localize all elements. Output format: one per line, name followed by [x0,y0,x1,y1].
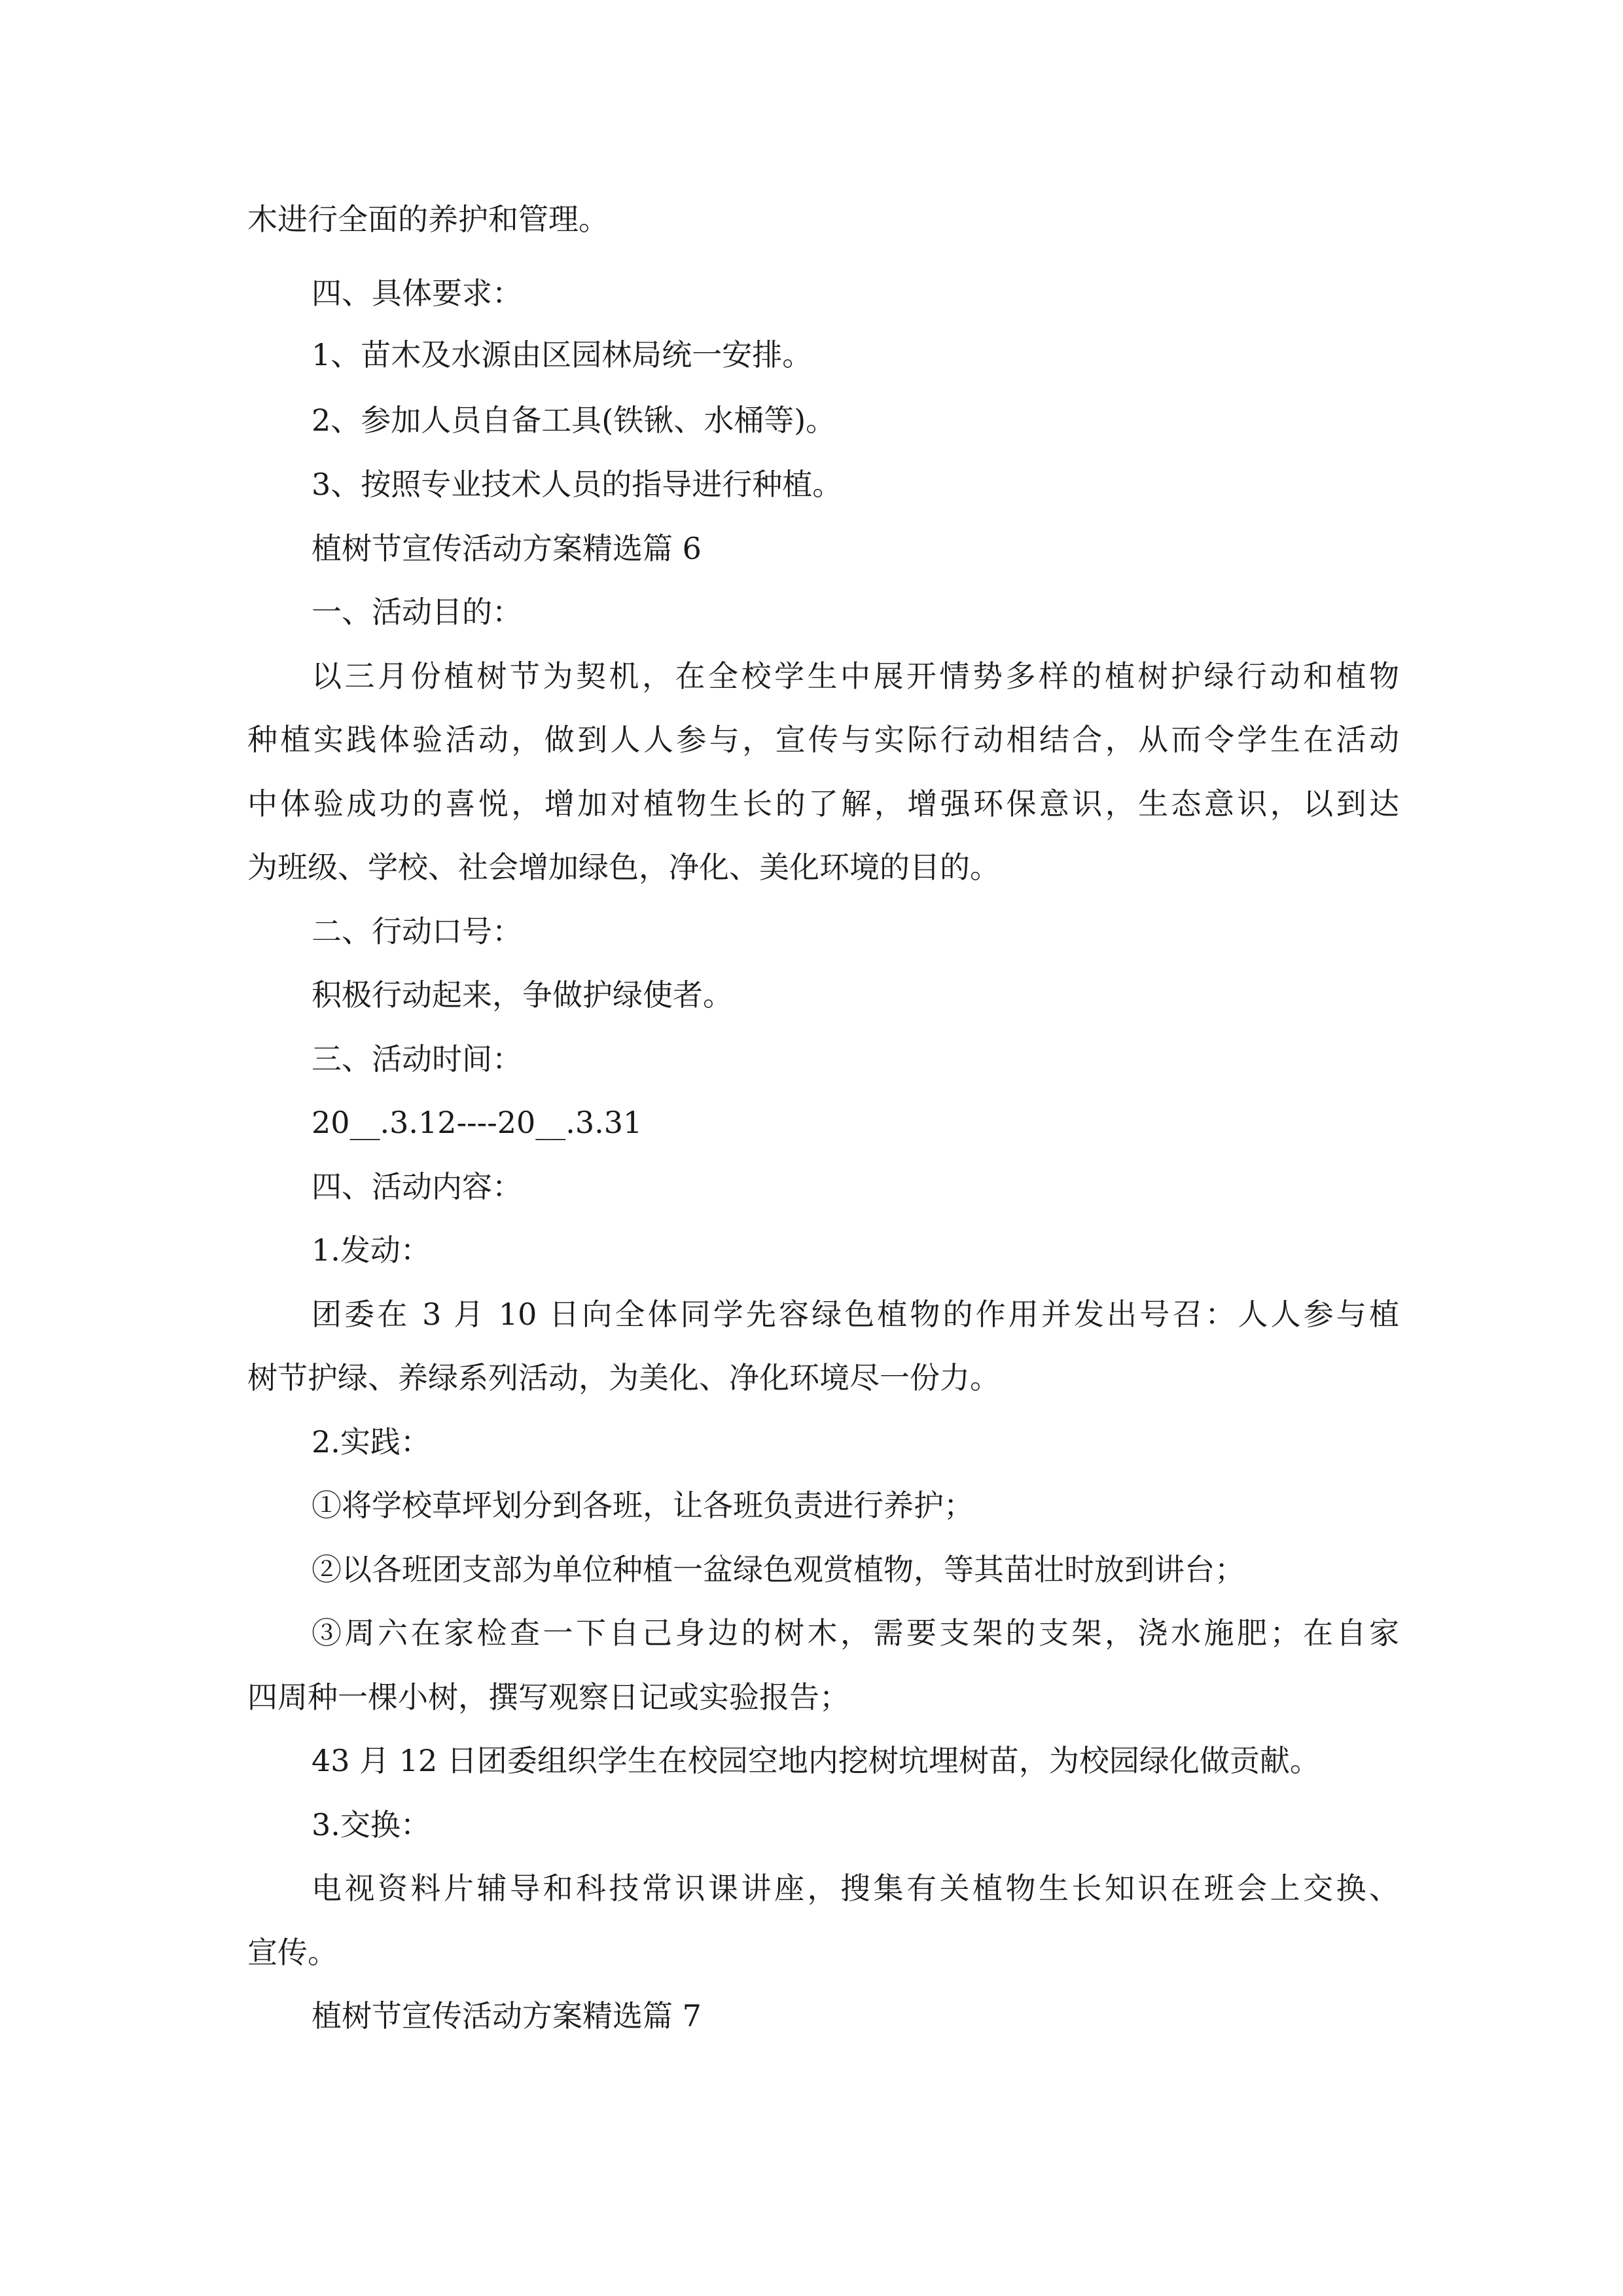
list-item: ①将学校草坪划分到各班，让各班负责进行养护； [312,1488,974,1523]
section-heading: 四、具体要求： [312,276,522,311]
text-line: 木进行全面的养护和管理。 [247,202,609,237]
paragraph-line: 电视资料片辅导和科技常识课讲座，搜集有关植物生长知识在班会上交换、 [312,1871,1399,1906]
paragraph-line: 中体验成功的喜悦，增加对植物生长的了解，增强环保意识，生态意识，以到达 [247,786,1399,821]
article-title: 植树节宣传活动方案精选篇 7 [312,1998,702,2034]
list-item: 2、参加人员自备工具(铁锹、水桶等)。 [312,403,836,438]
subsection-heading: 3.交换： [312,1807,431,1842]
paragraph-line: 四周种一棵小树，撰写观察日记或实验报告； [247,1679,849,1715]
subsection-heading: 1.发动： [312,1232,431,1268]
paragraph-line: 团委在 3 月 10 日向全体同学先容绿色植物的作用并发出号召：人人参与植 [312,1297,1399,1332]
list-item: 1、苗木及水源由区园林局统一安排。 [312,337,813,372]
paragraph-line: 以三月份植树节为契机，在全校学生中展开情势多样的植树护绿行动和植物 [312,658,1399,694]
subsection-heading: 2.实践： [312,1424,431,1460]
paragraph-line: 积极行动起来，争做护绿使者。 [312,977,733,1013]
section-heading: 三、活动时间： [312,1041,522,1077]
list-item: ②以各班团支部为单位种植一盆绿色观赏植物，等其苗壮时放到讲台； [312,1552,1245,1587]
section-heading: 四、活动内容： [312,1169,522,1204]
article-title: 植树节宣传活动方案精选篇 6 [312,531,702,566]
paragraph-line: 为班级、学校、社会增加绿色，净化、美化环境的目的。 [247,850,1000,885]
list-item: 3、按照专业技术人员的指导进行种植。 [312,467,843,502]
section-heading: 一、活动目的： [312,594,522,630]
list-item: ③周六在家检查一下自己身边的树木，需要支架的支架，浇水施肥；在自家 [312,1615,1399,1651]
section-heading: 二、行动口号： [312,914,522,949]
paragraph-line: 种植实践体验活动，做到人人参与，宣传与实际行动相结合，从而令学生在活动 [247,722,1399,757]
paragraph-line: 20__.3.12----20__.3.31 [312,1105,643,1140]
paragraph-line: 树节护绿、养绿系列活动，为美化、净化环境尽一份力。 [247,1360,1000,1395]
paragraph-line: 宣传。 [247,1935,338,1970]
list-item: 43 月 12 日团委组织学生在校园空地内挖树坑埋树苗，为校园绿化做贡献。 [312,1743,1320,1778]
